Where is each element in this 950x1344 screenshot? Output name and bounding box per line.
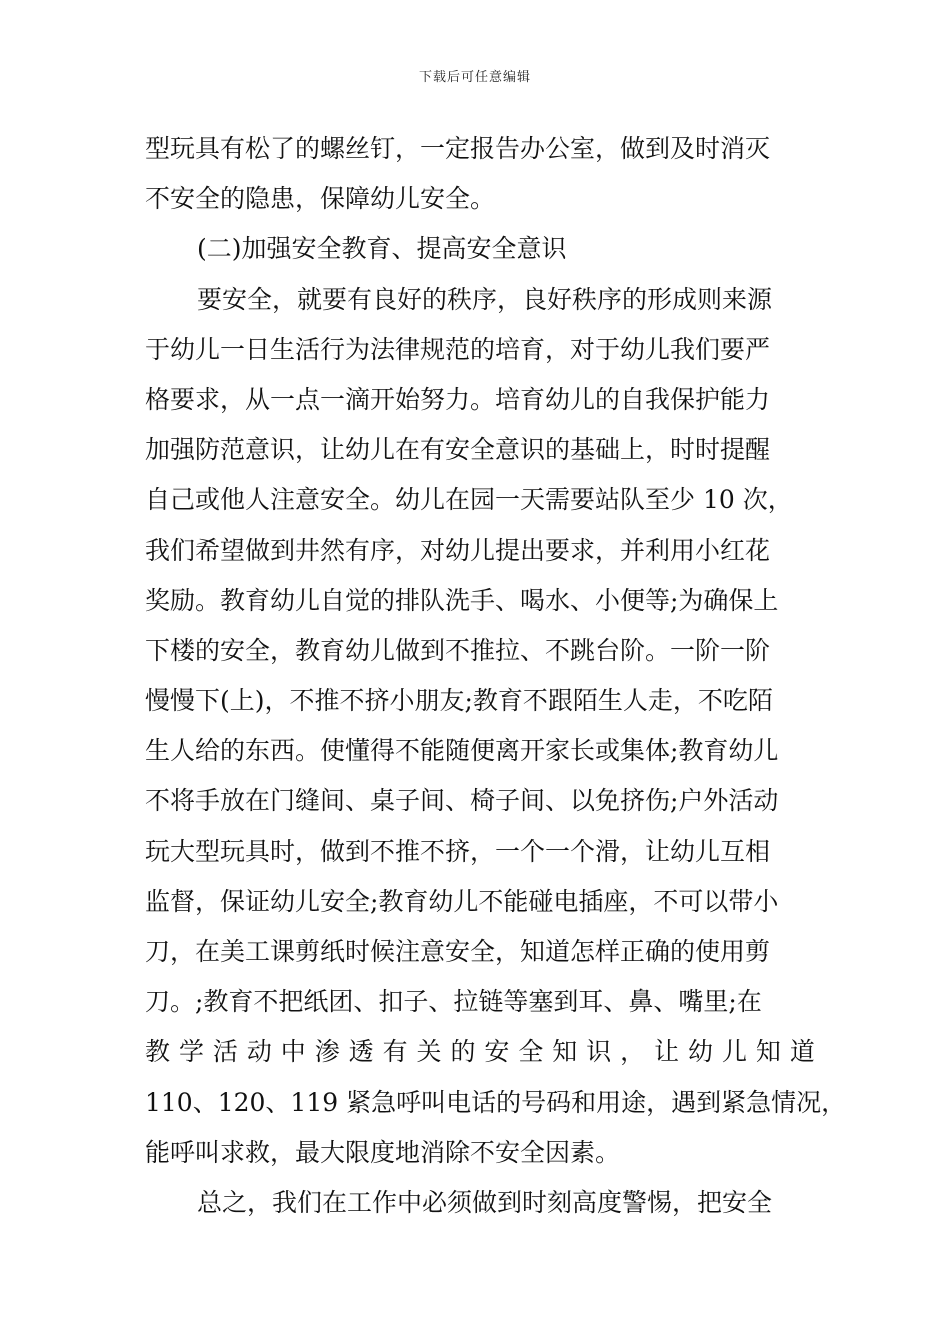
text-line: 不安全的隐患，保障幼儿安全。	[145, 184, 496, 214]
text-line: 加强防范意识，让幼儿在有安全意识的基础上，时时提醒	[145, 435, 771, 465]
text-line: 下楼的安全，教育幼儿做到不推拉、不跳台阶。一阶一阶	[145, 635, 771, 665]
text-line: 慢慢下(上)，不推不挤小朋友;教育不跟陌生人走，不吃陌	[145, 686, 773, 716]
text-line-spaced: 教 学 活 动 中 渗 透 有 关 的 安 全 知 识 ， 让 幼 儿 知 道	[145, 1037, 815, 1067]
document-body	[145, 124, 847, 1228]
text-line: 奖励。教育幼儿自觉的排队洗手、喝水、小便等;为确保上	[145, 585, 779, 615]
text-line: 自己或他人注意安全。幼儿在园一天需要站队至少 10 次，	[145, 485, 793, 515]
text-line: 刀，在美工课剪纸时候注意安全，知道怎样正确的使用剪	[145, 937, 771, 966]
text-line: 总之，我们在工作中必须做到时刻高度警惕，把安全	[197, 1187, 773, 1217]
text-line: 我们希望做到井然有序，对幼儿提出要求，并利用小红花	[145, 535, 771, 565]
text-line: 不将手放在门缝间、桌子间、椅子间、以免挤伤;户外活动	[145, 786, 779, 816]
text-line: 生人给的东西。使懂得不能随便离开家长或集体;教育幼儿	[145, 736, 779, 766]
text-line: 监督，保证幼儿安全;教育幼儿不能碰电插座，不可以带小	[145, 886, 779, 916]
text-line: 于幼儿一日生活行为法律规范的培育，对于幼儿我们要严	[145, 334, 771, 364]
text-line: 玩大型玩具时，做到不推不挤，一个一个滑，让幼儿互相	[145, 836, 771, 866]
text-line: 要安全，就要有良好的秩序，良好秩序的形成则来源	[197, 284, 773, 314]
text-line: 能呼叫求救，最大限度地消除不安全因素。	[145, 1137, 621, 1167]
text-line: 型玩具有松了的螺丝钉，一定报告办公室，做到及时消灭	[145, 134, 771, 163]
text-line: 格要求，从一点一滴开始努力。培育幼儿的自我保护能力	[145, 384, 771, 414]
text-line: 110、120、119 紧急呼叫电话的号码和用途，遇到紧急情况，	[145, 1087, 847, 1117]
section-heading: (二)加强安全教育、提高安全意识	[197, 234, 567, 264]
header-note: 下载后可任意编辑	[418, 70, 531, 85]
text-line: 刀。;教育不把纸团、扣子、拉链等塞到耳、鼻、嘴里;在	[145, 987, 762, 1017]
